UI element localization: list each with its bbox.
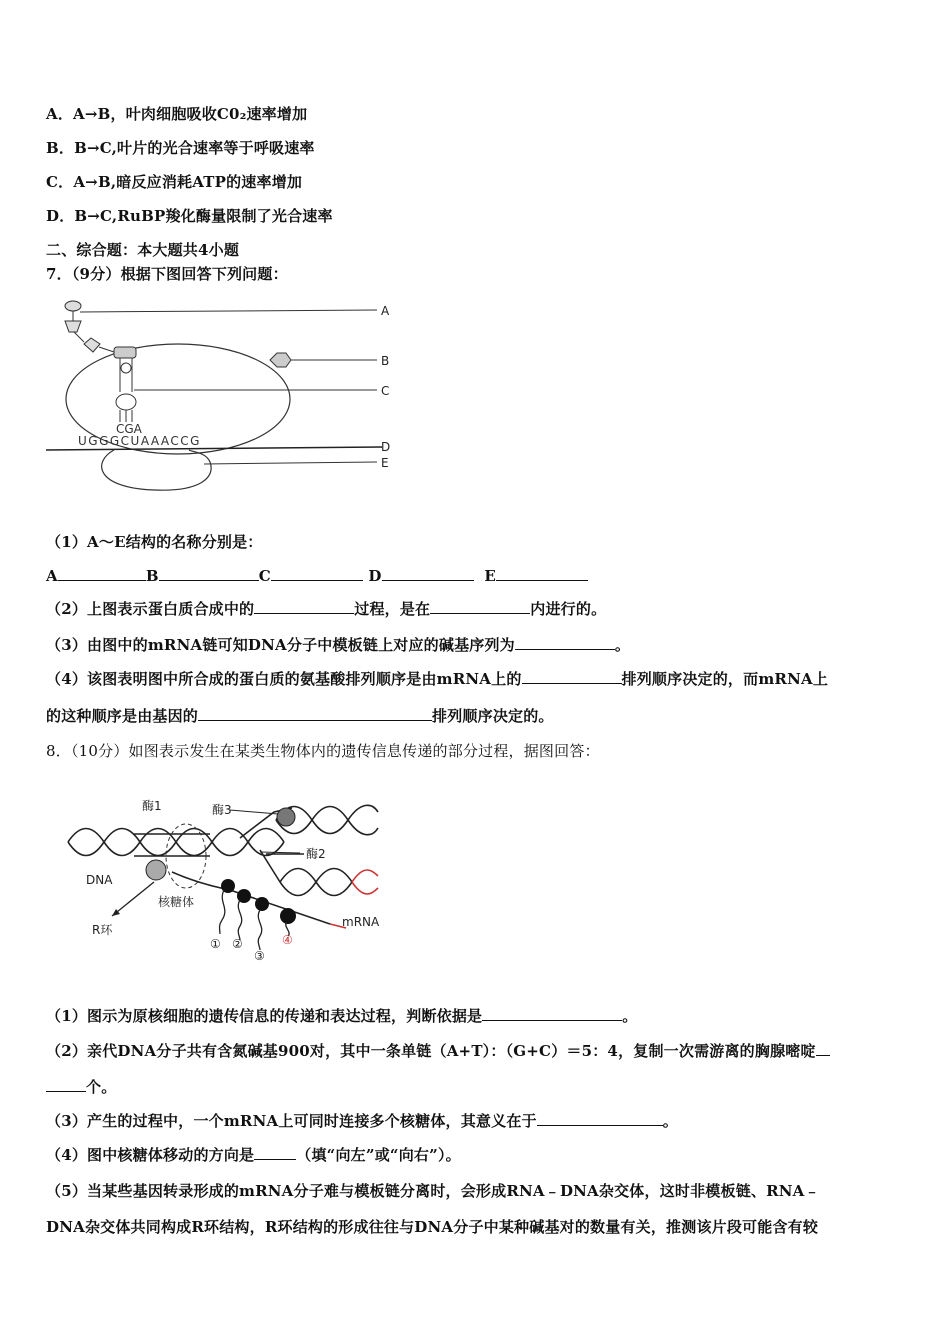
label-c: C xyxy=(381,384,390,398)
anticodon-text: CGA xyxy=(116,422,142,436)
enzyme3-shape xyxy=(277,808,295,826)
q7-sub1: （1）A～E结构的名称分别是： xyxy=(46,533,263,551)
enzyme2-label: 酶2 xyxy=(306,847,326,861)
translation-figure xyxy=(44,292,404,502)
q7-sub3: （3）由图中的mRNA链可知DNA分子中模板链上对应的碱基序列为 。 xyxy=(46,636,631,654)
q8-sub4: （4）图中核糖体移动的方向是 （填“向左”或“向右”）。 xyxy=(46,1146,461,1164)
label-e: E xyxy=(381,456,389,470)
q8-sub2-line2: 个。 xyxy=(46,1076,116,1097)
q7-sub2: （2）上图表示蛋白质合成中的 过程，是在 内进行的。 xyxy=(46,600,607,618)
rloop-label: R环 xyxy=(92,923,113,937)
mrna-sequence: UGGGCUAAACCG xyxy=(78,434,201,448)
q8-sub1: （1）图示为原核细胞的遗传信息的传递和表达过程，判断依据是 。 xyxy=(46,1007,638,1025)
ribosome-3 xyxy=(255,897,269,911)
option-c: C．A→B,暗反应消耗ATP的速率增加 xyxy=(46,173,303,191)
dna-label: DNA xyxy=(86,873,113,887)
amino-acid-3 xyxy=(84,338,100,352)
option-b: B．B→C,叶片的光合速率等于呼吸速率 xyxy=(46,139,315,157)
amino-acid-on-trna xyxy=(114,347,136,358)
amino-acid-1 xyxy=(65,301,81,311)
ribosome-small-subunit xyxy=(102,450,212,490)
section-title: 二、综合题：本大题共4小题 xyxy=(46,241,240,259)
q8-header: 8．（10分）如图表示发生在某类生物体内的遗传信息传递的部分过程，据图回答： xyxy=(46,742,600,760)
q8-sub3: （3）产生的过程中，一个mRNA上可同时连接多个核糖体，其意义在于 。 xyxy=(46,1112,678,1130)
label-b: B xyxy=(381,354,390,368)
option-a: A．A→B，叶肉细胞吸收C0₂速率增加 xyxy=(46,105,308,123)
q8-sub2-line1: （2）亲代DNA分子共有含氮碱基900对，其中一条单链（A+T）：（G+C）＝5：4，复制一次需游离的胸腺嘧啶 xyxy=(46,1040,830,1061)
num-2: ② xyxy=(232,937,243,951)
label-d: D xyxy=(381,440,391,454)
num-1: ① xyxy=(210,937,221,951)
mrna-strand xyxy=(172,872,330,924)
ribosome-4 xyxy=(280,908,296,924)
q7-sub4-line1: （4）该图表明图中所合成的蛋白质的氨基酸排列顺序是由mRNA上的 排列顺序决定的，而mRNA上 xyxy=(46,670,829,688)
q7-blanks-row: A B C D E xyxy=(46,566,588,585)
rna-polymerase xyxy=(146,860,166,880)
q7-header: 7．（9分）根据下图回答下列问题： xyxy=(46,265,288,283)
q8-sub5-line2: DNA杂交体共同构成R环结构，R环结构的形成往往与DNA分子中某种碱基对的数量有关，推测该片段可能含有较 xyxy=(46,1218,819,1236)
free-amino-acid xyxy=(270,353,291,367)
label-a: A xyxy=(381,304,390,318)
mrna-label: mRNA xyxy=(342,915,380,929)
num-3: ③ xyxy=(254,949,265,963)
ribosome-label: 核糖体 xyxy=(158,895,195,909)
q8-sub5-line1: （5）当某些基因转录形成的mRNA分子难与模板链分离时，会形成RNA﹣DNA杂交体，这时非模板链、RNA﹣ xyxy=(46,1182,820,1200)
amino-acid-2 xyxy=(65,321,81,332)
q7-sub4-line2: 的这种顺序是由基因的 排列顺序决定的。 xyxy=(46,707,554,725)
enzyme3-label: 酶3 xyxy=(212,803,232,817)
enzyme1-label: 酶1 xyxy=(142,799,162,813)
transcription-figure xyxy=(60,790,390,968)
num-4: ④ xyxy=(282,933,293,947)
option-d: D．B→C,RuBP羧化酶量限制了光合速率 xyxy=(46,207,333,225)
